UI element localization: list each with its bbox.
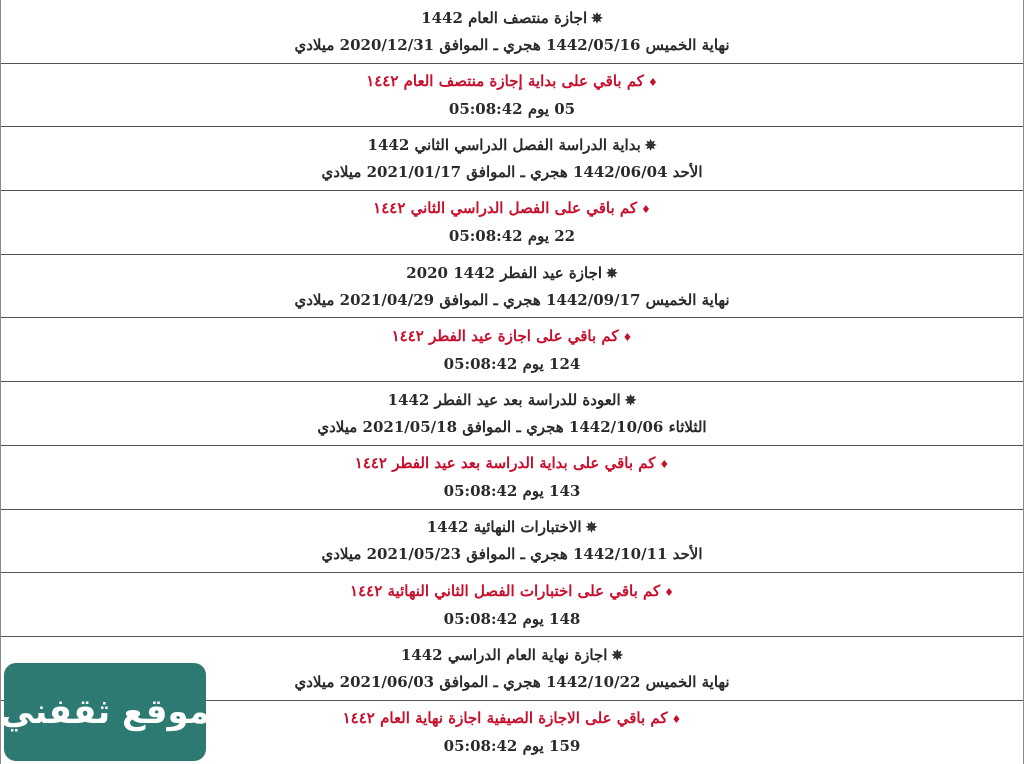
countdown-value: 159 يوم 05:08:42 — [443, 737, 581, 756]
event-date: الأحد 1442/06/04 هجري ـ الموافق 2021/01/17 ميلادي — [321, 163, 703, 182]
event-date: نهاية الخميس 1442/10/22 هجري ـ الموافق 2021/06/03 ميلادي — [294, 672, 730, 691]
table-row — [1, 510, 1023, 574]
diamond-icon: ♦ — [659, 458, 670, 472]
table-row — [1, 446, 1023, 510]
event-date: الأحد 1442/10/11 هجري ـ الموافق 2021/05/23 ميلادي — [321, 545, 703, 564]
asterisk-icon: ✵ — [585, 520, 598, 537]
event-title: الاختبارات النهائية 1442 — [426, 518, 582, 537]
countdown-title: كم باقي على بداية إجازة منتصف العام ١٤٤٢ — [366, 72, 644, 91]
table-row — [1, 0, 1023, 64]
asterisk-icon: ✵ — [606, 265, 618, 282]
event-title: اجازة منتصف العام 1442 — [421, 8, 588, 27]
diamond-icon: ♦ — [622, 330, 633, 344]
event-title: بداية الدراسة الفصل الدراسي الثاني 1442 — [367, 136, 641, 155]
asterisk-icon: ✵ — [591, 10, 603, 27]
table-row — [1, 191, 1023, 255]
asterisk-icon: ✵ — [611, 647, 624, 664]
site-logo-text: موقع ثقفني — [0, 692, 210, 732]
countdown-title: كم باقي على اجازة عيد الفطر ١٤٤٢ — [391, 326, 619, 345]
countdown-value: 05 يوم 05:08:42 — [448, 100, 576, 119]
diamond-icon: ♦ — [647, 76, 658, 90]
event-date: نهاية الخميس 1442/09/17 هجري ـ الموافق 2021/04/29 ميلادي — [294, 290, 730, 309]
countdown-value: 143 يوم 05:08:42 — [443, 482, 581, 501]
diamond-icon: ♦ — [671, 713, 682, 727]
asterisk-icon: ✵ — [624, 392, 637, 409]
countdown-title: كم باقي على اختبارات الفصل الثاني النهائية ١٤٤٢ — [350, 581, 661, 600]
table-row — [1, 573, 1023, 637]
countdown-title: كم باقي على الاجازة الصيفية اجازة نهاية العام ١٤٤٢ — [342, 709, 668, 728]
event-title: اجازة نهاية العام الدراسي 1442 — [400, 645, 608, 664]
table-row — [1, 127, 1023, 191]
event-title: اجازة عيد الفطر 1442 2020 — [406, 263, 603, 282]
event-date: نهاية الخميس 1442/05/16 هجري ـ الموافق 2020/12/31 ميلادي — [294, 35, 730, 54]
table-row — [1, 255, 1023, 319]
countdown-title: كم باقي على الفصل الدراسي الثاني ١٤٤٢ — [373, 199, 637, 218]
diamond-icon: ♦ — [664, 585, 674, 599]
countdown-value: 124 يوم 05:08:42 — [443, 354, 581, 373]
event-date: الثلاثاء 1442/10/06 هجري ـ الموافق 2021/05/18 ميلادي — [317, 417, 707, 436]
countdown-value: 22 يوم 05:08:42 — [448, 227, 576, 246]
table-row — [1, 382, 1023, 446]
event-title: العودة للدراسة بعد عيد الفطر 1442 — [387, 390, 621, 409]
table-row — [1, 64, 1023, 128]
site-logo[interactable] — [0, 663, 210, 761]
table-row — [1, 318, 1023, 382]
countdown-value: 148 يوم 05:08:42 — [443, 609, 581, 628]
countdown-title: كم باقي على بداية الدراسة بعد عيد الفطر ١٤٤٢ — [354, 454, 656, 473]
asterisk-icon: ✵ — [644, 138, 657, 155]
diamond-icon: ♦ — [640, 203, 651, 217]
